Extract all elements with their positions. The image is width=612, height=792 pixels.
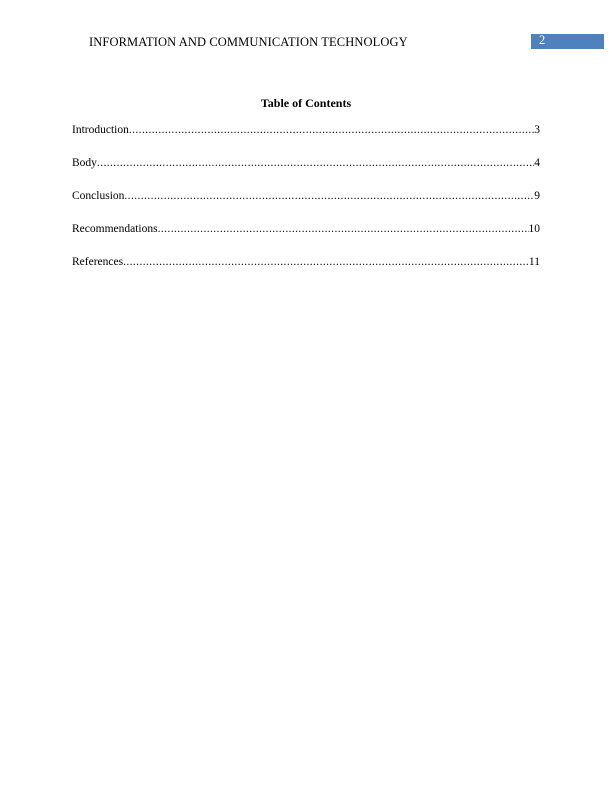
- page-number-box: [531, 34, 604, 49]
- toc-entry-references[interactable]: [72, 255, 540, 288]
- toc-dot-leader: [123, 255, 529, 269]
- page-number: 2: [539, 33, 546, 47]
- toc-entry-label: Recommendations: [72, 223, 158, 235]
- toc-entry-page: 4: [534, 157, 540, 169]
- toc-entry-page: 11: [528, 256, 540, 268]
- toc-entry-conclusion[interactable]: [72, 189, 540, 222]
- toc-dot-leader: [129, 123, 534, 137]
- header-title: INFORMATION AND COMMUNICATION TECHNOLOGY: [89, 35, 408, 49]
- toc-dot-leader: [97, 156, 534, 170]
- toc-heading: Table of Contents: [260, 96, 352, 110]
- toc-entry-label: Introduction: [72, 124, 129, 136]
- toc-entry-label: Body: [72, 157, 97, 169]
- toc-entry-page: 10: [528, 223, 540, 235]
- toc-entry-recommendations[interactable]: [72, 222, 540, 255]
- toc-list: [72, 123, 540, 288]
- toc-dot-leader: [158, 222, 529, 236]
- toc-entry-body[interactable]: [72, 156, 540, 189]
- toc-entry-introduction[interactable]: [72, 123, 540, 156]
- toc-entry-label: References: [72, 256, 124, 268]
- toc-entry-page: 3: [534, 124, 540, 136]
- toc-entry-page: 9: [534, 190, 540, 202]
- toc-entry-label: Conclusion: [72, 190, 125, 202]
- toc-dot-leader: [124, 189, 534, 203]
